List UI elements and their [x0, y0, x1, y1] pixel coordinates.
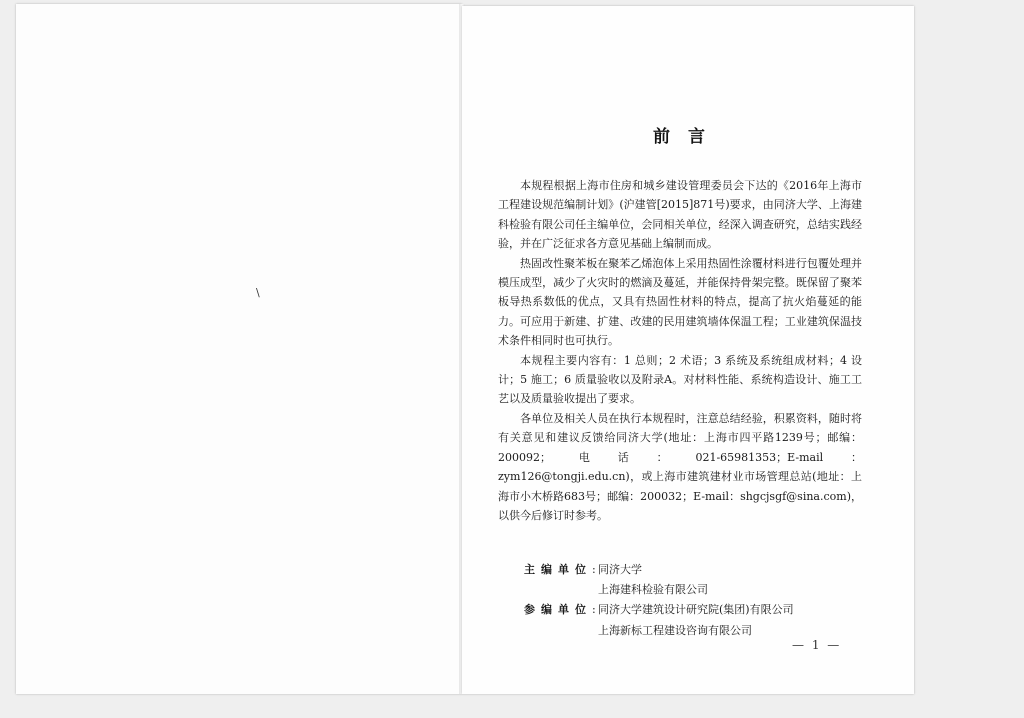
paragraph-2: 热固改性聚苯板在聚苯乙烯泡体上采用热固性涂覆材料进行包覆处理并模压成型，减少了火灾时的燃滴及蔓延，并能保持骨架完整。既保留了聚苯板导热系数低的优点，又具有热固性材料的特点，提高了抗火焰蔓延的能力。可应用于新建、扩建、改建的民用建筑墙体保温工程；工业建筑保温技术条件相同时也可执行。 — [498, 256, 862, 348]
page-title: 前言 — [653, 127, 723, 147]
editor-list — [498, 560, 898, 641]
left-page — [16, 4, 462, 694]
participant-row: 参编单位: 同济大学建筑设计研究院(集团)有限公司 — [498, 600, 898, 620]
participant-label: 参编单位 — [524, 603, 592, 617]
chief-editor-row: 主编单位: 同济大学 — [498, 560, 898, 580]
participant-unit-2: 上海新标工程建设咨询有限公司 — [598, 623, 752, 637]
chief-editor-label: 主编单位 — [524, 563, 592, 576]
chief-editor-unit-1: 同济大学 — [598, 563, 642, 576]
participant-unit-1: 同济大学建筑设计研究院(集团)有限公司 — [598, 603, 794, 617]
stray-mark: \ — [256, 286, 260, 299]
preface-body — [498, 176, 862, 525]
chief-editor-unit-2: 上海建科检验有限公司 — [598, 583, 708, 597]
page-number: — 1 — — [792, 638, 842, 652]
paragraph-3: 本规程主要内容有：1 总则；2 术语；3 系统及系统组成材料；4 设计；5 施工；6 质量验收以及附录A。对材料性能、系统构造设计、施工工艺以及质量验收提出了要求。 — [498, 353, 862, 406]
right-page — [462, 6, 914, 694]
paragraph-1: 本规程根据上海市住房和城乡建设管理委员会下达的《2016年上海市工程建设规范编制计划》(沪建管[2015]871号)要求，由同济大学、上海建科检验有限公司任主编单位，会同相关单位，经深入调查研究，总结实践经验，并在广泛征求各方意见基础上编制而成。 — [498, 179, 862, 251]
paragraph-4: 各单位及相关人员在执行本规程时，注意总结经验，积累资料，随时将有关意见和建议反馈给同济大学(地址：上海市四平路1239号；邮编：200092；电话：021-65981353；E-mail：zym126@tongji.edu.cn)，或上海市建筑建材业市场管理总站(地址：上海市小木桥路683号；邮编：200032；E-mail：shgcjsgf@sina.com)，以供今后修订时参考。 — [498, 411, 862, 522]
